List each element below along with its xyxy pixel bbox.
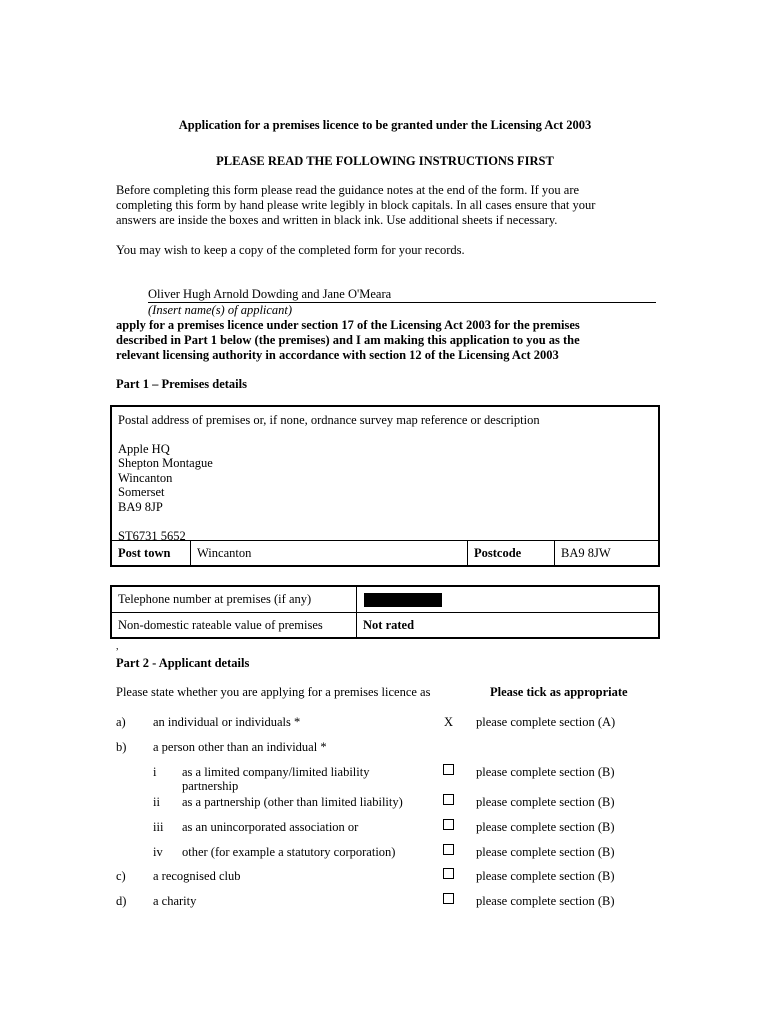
- declaration-line: relevant licensing authority in accordance with section 12 of the Licensing Act 2003: [116, 348, 559, 362]
- option-text: a person other than an individual *: [153, 740, 327, 754]
- option-text: as an unincorporated association or: [182, 820, 359, 834]
- telephone-rateable-box: [110, 585, 660, 639]
- option-text: an individual or individuals *: [153, 715, 301, 729]
- option-text: other (for example a statutory corporation): [182, 845, 396, 859]
- option-letter: d): [116, 894, 127, 908]
- option-action: please complete section (B): [476, 869, 615, 883]
- option-action: please complete section (B): [476, 765, 615, 779]
- instructions-line: answers are inside the boxes and written in black ink. Use additional sheets if necessary.: [116, 213, 558, 227]
- tick-box[interactable]: [443, 764, 454, 775]
- tick-box[interactable]: [443, 844, 454, 855]
- option-text: a charity: [153, 894, 197, 908]
- postcode-value: BA9 8JW: [561, 545, 611, 560]
- premises-address-box: [110, 405, 660, 567]
- address-line: Shepton Montague: [118, 456, 213, 471]
- instructions-heading: PLEASE READ THE FOLLOWING INSTRUCTIONS FIRST: [216, 154, 554, 168]
- option-letter: i: [153, 765, 157, 779]
- tick-heading: Please tick as appropriate: [490, 685, 628, 699]
- declaration-line: described in Part 1 below (the premises) and I am making this application to you as the: [116, 333, 580, 347]
- form-title: Application for a premises licence to be granted under the Licensing Act 2003: [178, 118, 592, 132]
- postcode-label: Postcode: [474, 545, 522, 560]
- option-letter: a): [116, 715, 126, 729]
- post-town-row: [112, 540, 658, 565]
- option-action: please complete section (A): [476, 715, 616, 729]
- option-letter: ii: [153, 795, 160, 809]
- applicant-type-question: Please state whether you are applying for a premises licence as: [116, 685, 431, 699]
- part1-heading: Part 1 – Premises details: [116, 377, 247, 391]
- instructions-line: completing this form by hand please write legibly in block capitals. In all cases ensure that your: [116, 198, 596, 212]
- applicant-name: Oliver Hugh Arnold Dowding and Jane O'Meara: [148, 287, 392, 301]
- option-action: please complete section (B): [476, 795, 615, 809]
- post-town-value: Wincanton: [197, 545, 252, 560]
- telephone-row: [112, 587, 658, 612]
- applicant-name-field: [148, 287, 656, 303]
- grid-reference: ST6731 5652: [118, 528, 186, 543]
- option-text: [182, 765, 369, 793]
- redacted-telephone: [364, 593, 442, 607]
- option-letter: iii: [153, 820, 164, 834]
- option-letter: iv: [153, 845, 163, 859]
- copy-note: You may wish to keep a copy of the completed form for your records.: [116, 243, 465, 257]
- option-text-line: as a limited company/limited liability: [182, 765, 370, 779]
- declaration: [116, 318, 580, 363]
- rateable-value: Not rated: [363, 618, 415, 632]
- option-text-line: partnership: [182, 779, 239, 793]
- tick-box[interactable]: [443, 893, 454, 904]
- address-line: Somerset: [118, 485, 165, 500]
- rateable-label: Non-domestic rateable value of premises: [118, 618, 323, 632]
- option-text: as a partnership (other than limited liability): [182, 795, 403, 809]
- rateable-row: [112, 612, 658, 638]
- option-action: please complete section (B): [476, 894, 615, 908]
- declaration-line: apply for a premises licence under section 17 of the Licensing Act 2003 for the premises: [116, 318, 580, 332]
- instructions-text: [116, 183, 595, 228]
- option-action: please complete section (B): [476, 845, 615, 859]
- telephone-label: Telephone number at premises (if any): [118, 592, 312, 606]
- part2-heading: Part 2 - Applicant details: [116, 656, 250, 670]
- stray-mark: ,: [116, 641, 119, 652]
- tick-box[interactable]: [443, 868, 454, 879]
- instructions-line: Before completing this form please read the guidance notes at the end of the form. If you are: [116, 183, 580, 197]
- tick-box[interactable]: [443, 794, 454, 805]
- option-text: a recognised club: [153, 869, 241, 883]
- address-label: Postal address of premises or, if none, ordnance survey map reference or description: [118, 413, 540, 427]
- post-town-label: Post town: [118, 545, 171, 560]
- option-action: please complete section (B): [476, 820, 615, 834]
- address-line: BA9 8JP: [118, 499, 163, 514]
- option-letter: b): [116, 740, 127, 754]
- tick-box[interactable]: [443, 819, 454, 830]
- address-block: [118, 413, 540, 543]
- tick-mark[interactable]: X: [444, 715, 454, 729]
- address-line: Wincanton: [118, 470, 173, 485]
- option-letter: c): [116, 869, 126, 883]
- applicant-caption: (Insert name(s) of applicant): [148, 303, 293, 317]
- address-line: Apple HQ: [118, 441, 170, 456]
